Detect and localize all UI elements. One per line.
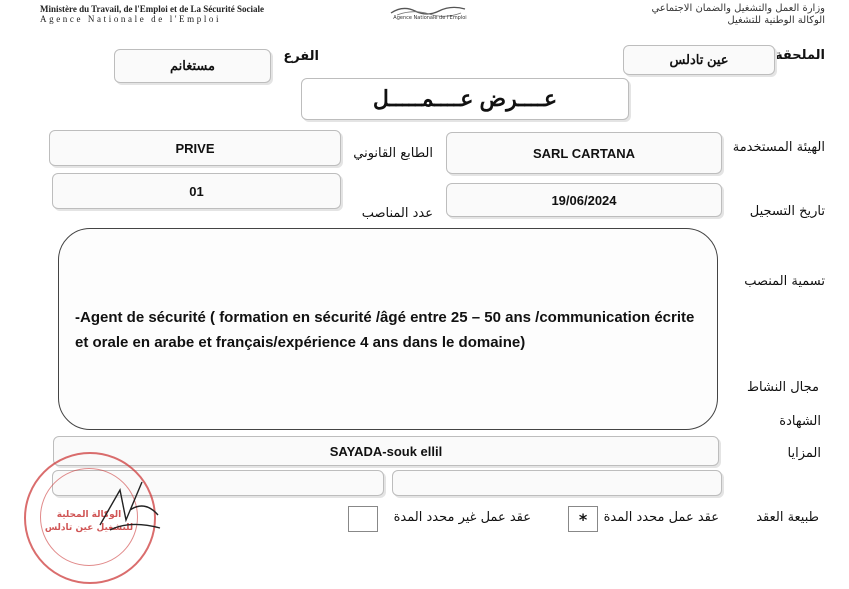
fixed-term-label: عقد عمل محدد المدة bbox=[603, 510, 719, 525]
benefits-field: SAYADA-souk ellil bbox=[53, 436, 719, 466]
indefinite-term-checkbox[interactable] bbox=[348, 506, 378, 532]
page-title: عــــرض عــــمـــــل bbox=[301, 78, 629, 120]
fixed-term-checkbox[interactable]: * bbox=[568, 506, 598, 532]
agency-logo bbox=[383, 2, 473, 14]
job-description-box bbox=[58, 228, 718, 430]
logo-caption: Agence Nationale de l'Emploi bbox=[393, 15, 467, 21]
ministry-name-fr: Ministère du Travail, de l'Emploi et de La Sécurité Sociale bbox=[40, 4, 264, 14]
legal-status-label: الطابع القانوني bbox=[353, 146, 433, 161]
indefinite-term-label: عقد عمل غير محدد المدة bbox=[393, 510, 531, 525]
registration-date-label: تاريخ التسجيل bbox=[749, 204, 825, 219]
activity-field-label: مجال النشاط bbox=[747, 380, 819, 395]
agency-name-fr: Agence Nationale de l'Emploi bbox=[40, 14, 222, 24]
branch-field: مستغانم bbox=[114, 49, 271, 83]
registration-date-field: 19/06/2024 bbox=[446, 183, 722, 217]
benefits-label: المزايا bbox=[787, 446, 821, 461]
signature bbox=[90, 470, 170, 540]
annex-field: عين تادلس bbox=[623, 45, 775, 75]
employer-field: SARL CARTANA bbox=[446, 132, 722, 174]
employer-label: الهيئة المستخدمة bbox=[732, 140, 825, 155]
annex-label: الملحقة bbox=[775, 48, 825, 63]
job-description-text: -Agent de sécurité ( formation en sécurité /âgé entre 25 – 50 ans /communication écrite et orale en arabe et français/expérience 4 ans dans le domaine) bbox=[75, 309, 695, 351]
diploma-label: الشهادة bbox=[779, 414, 821, 429]
legal-status-field: PRIVE bbox=[49, 130, 341, 166]
agency-name-ar: الوكالة الوطنية للتشغيل bbox=[727, 15, 825, 26]
positions-count-field: 01 bbox=[52, 173, 341, 209]
branch-label: الفرع bbox=[283, 49, 319, 64]
contract-type-label: طبيعة العقد bbox=[756, 510, 819, 525]
blank-field-right bbox=[392, 470, 722, 496]
job-title-label: تسمية المنصب bbox=[744, 274, 825, 289]
ministry-name-ar: وزارة العمل والتشغيل والضمان الاجتماعي bbox=[651, 3, 825, 14]
positions-count-label: عدد المناصب bbox=[361, 206, 433, 221]
stamp-text: الوكالة المحلية للتشغيل عين تادلس bbox=[44, 510, 134, 533]
